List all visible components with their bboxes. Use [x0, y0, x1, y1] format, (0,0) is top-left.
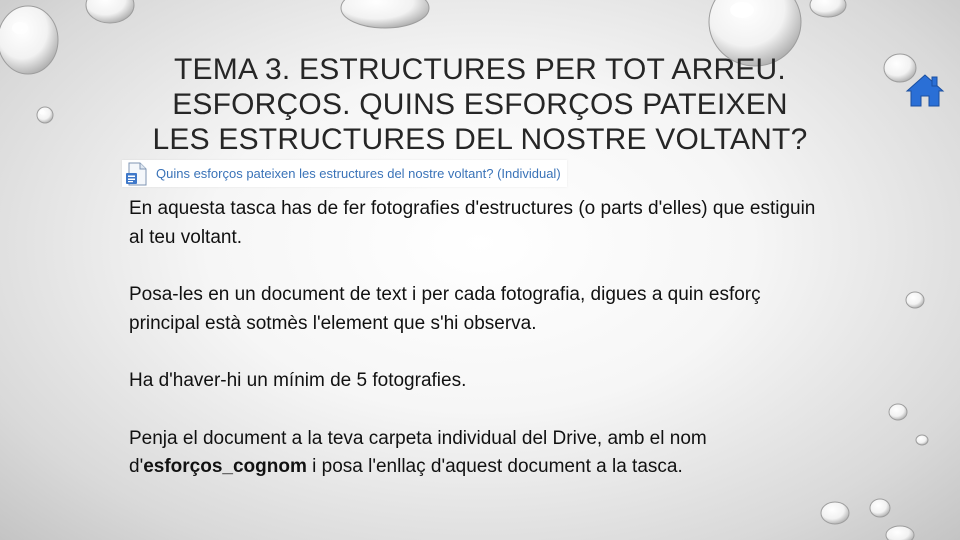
paragraph: Posa-les en un document de text i per cada fotografia, digues a quin esforç principal està sotmès l'element que s'hi observa.: [129, 284, 761, 334]
filename-bold: esforços_cognom: [143, 456, 307, 477]
activity-link-text[interactable]: Quins esforços pateixen les estructures del nostre voltant? (Individual): [156, 166, 561, 181]
paragraph: [129, 425, 829, 482]
activity-link[interactable]: [122, 160, 567, 187]
home-icon[interactable]: [905, 72, 945, 108]
paragraph-text: Penja el document a la teva carpeta individual del Drive, amb el nom d': [129, 427, 707, 477]
slide-title: [60, 52, 900, 160]
slide-title-line: LES ESTRUCTURES DEL NOSTRE VOLTANT?: [152, 123, 808, 156]
slide-body: [129, 195, 829, 511]
paragraph: Ha d'haver-hi un mínim de 5 fotografies.: [129, 370, 467, 391]
slide-title-line: TEMA 3. ESTRUCTURES PER TOT ARREU.: [174, 53, 786, 86]
slide-title-line: ESFORÇOS. QUINS ESFORÇOS PATEIXEN: [172, 88, 788, 121]
paragraph-text: i posa l'enllaç d'aquest document a la tasca.: [306, 456, 683, 477]
document-icon: [124, 161, 150, 187]
paragraph: En aquesta tasca has de fer fotografies d'estructures (o parts d'elles) que estiguin al teu voltant.: [129, 198, 816, 248]
